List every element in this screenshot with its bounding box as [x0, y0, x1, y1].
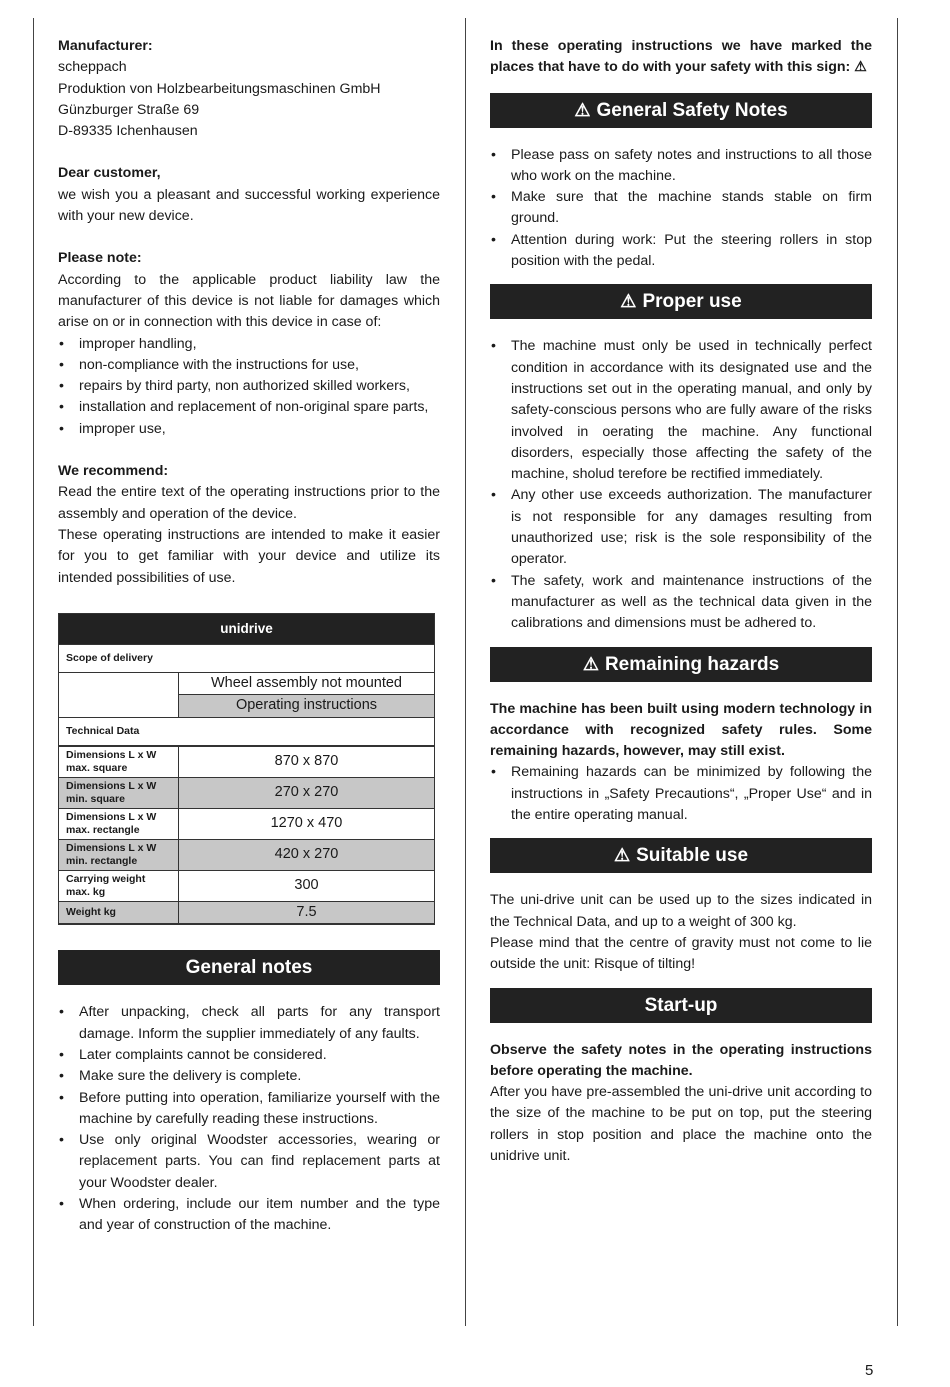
recommend-text: Read the entire text of the operating instructions prior to the assembly and operation of the device. [58, 484, 440, 522]
row-value: 300 [179, 871, 435, 902]
list-item: • The machine must only be used in technically perfect condition in accordance with its designated use and the instructions set out in the operating manual, and only by safety-conscious persons who are fully aware of the risks involved in oerating the machine. Any functional disorders, especially those affecting the safety of the machine, sholud terefore be rectified immediately. [490, 336, 872, 485]
manufacturer-heading: Manufacturer: [58, 38, 153, 54]
row-label: Dimensions L x W [66, 811, 157, 824]
hazards-list [490, 762, 872, 826]
recommend-heading: We recommend: [58, 463, 169, 480]
safety-list [490, 145, 872, 273]
row-sublabel: max. kg [66, 886, 106, 899]
manufacturer-line: Produktion von Holzbearbeitungsmaschinen GmbH [58, 80, 381, 97]
list-item: • Make sure that the machine stands stable on firm ground. [490, 187, 872, 230]
tech-label: Technical Data [59, 717, 435, 746]
suitable-text: Please mind that the centre of gravity must not come to lie outside the unit: Risque of tilting! [490, 934, 872, 973]
right-margin-rule [897, 18, 898, 1326]
startup-intro: Observe the safety notes in the operating instructions before operating the machine. [490, 1041, 872, 1079]
manufacturer-line: scheppach [58, 59, 127, 76]
list-item: • Please pass on safety notes and instructions to all those who work on the machine. [490, 145, 872, 188]
warning-icon: ⚠ [620, 291, 637, 312]
general-safety-heading [490, 93, 872, 128]
row-value: 1270 x 470 [179, 809, 435, 840]
start-up-heading: Start-up [490, 988, 872, 1023]
list-item: • Before putting into operation, familiarize yourself with the machine by carefully reading these instructions. [58, 1088, 440, 1131]
startup-text: After you have pre-assembled the uni-drive unit according to the size of the machine to be put on top, put the steering rollers in stop position and place the machine onto the unidrive unit. [490, 1084, 872, 1164]
hazards-intro: The machine has been built using modern technology in accordance with recognized safety rules. Some remaining hazards, however, may still exist. [490, 700, 872, 760]
warning-icon: ⚠ [574, 99, 591, 120]
heading-text: Proper use [642, 291, 742, 313]
manufacturer-line: D-89335 Ichenhausen [58, 123, 198, 140]
row-sublabel: max. rectangle [66, 824, 140, 837]
table-row [59, 902, 435, 925]
recommend-text: These operating instructions are intended to make it easier for you to get familiar with your device and utilize its intended possibilities of use. [58, 526, 440, 586]
list-item: • When ordering, include our item number and the type and year of construction of the machine. [58, 1194, 440, 1237]
heading-text: Remaining hazards [604, 653, 780, 675]
list-item: • Attention during work: Put the steering rollers in stop position with the pedal. [490, 230, 872, 273]
list-item: • After unpacking, check all parts for any transport damage. Inform the supplier immediately of any faults. [58, 1002, 440, 1045]
empty-cell [59, 673, 179, 718]
heading-text: General Safety Notes [596, 99, 788, 121]
note-text: According to the applicable product liability law the manufacturer of this device is not liable for damages which arise on or in connection with this device in case of: [58, 271, 440, 331]
specification-table [58, 613, 435, 925]
row-label: Weight kg [66, 906, 116, 919]
table-row [59, 778, 435, 809]
suitable-use-heading [490, 838, 872, 873]
warning-icon: ⚠ [613, 845, 631, 866]
row-sublabel: min. square [66, 793, 125, 806]
row-label: Dimensions L x W [66, 749, 157, 762]
table-row [59, 809, 435, 840]
center-column-rule [465, 18, 466, 1326]
row-value: 270 x 270 [179, 778, 435, 809]
suitable-text: The uni-drive unit can be used up to the sizes indicated in the Technical Data, and up to a weight of 300 kg. [490, 892, 872, 930]
general-notes-list [58, 1002, 440, 1236]
page-number: 5 [865, 1362, 874, 1379]
table-row [59, 840, 435, 871]
list-item: • Use only original Woodster accessories, wearing or replacement parts. You can find replacement parts at your Woodster dealer. [58, 1130, 440, 1194]
scope-label: Scope of delivery [59, 644, 435, 672]
warning-icon: ⚠ [854, 59, 867, 76]
safety-intro: In these operating instructions we have marked the places that have to do with your safety with this sign: [490, 38, 872, 76]
scope-item: Wheel assembly not mounted [179, 673, 435, 695]
row-value: 870 x 870 [179, 746, 435, 778]
list-item: • installation and replacement of non-original spare parts, [58, 397, 440, 418]
scope-item: Operating instructions [179, 695, 435, 717]
list-item: • Later complaints cannot be considered. [58, 1045, 440, 1066]
row-sublabel: min. rectangle [66, 855, 138, 868]
customer-text: we wish you a pleasant and successful working experience with your new device. [58, 186, 440, 225]
list-item: • The safety, work and maintenance instructions of the manufacturer as well as the technical data given in the calibrations and dimensions must be adhered to. [490, 571, 872, 635]
manufacturer-line: Günzburger Straße 69 [58, 101, 200, 118]
customer-heading: Dear customer, [58, 165, 161, 182]
left-column [58, 36, 440, 1237]
proper-use-list [490, 336, 872, 634]
table-row [59, 746, 435, 778]
right-column [490, 36, 872, 1167]
list-item: • repairs by third party, non authorized skilled workers, [58, 376, 440, 397]
row-value: 7.5 [179, 902, 435, 925]
table-title: unidrive [59, 613, 435, 644]
row-sublabel: max. square [66, 762, 128, 775]
left-margin-rule [33, 18, 34, 1326]
row-label: Dimensions L x W [66, 842, 157, 855]
note-heading: Please note: [58, 250, 142, 267]
warning-icon: ⚠ [582, 653, 599, 674]
list-item: • non-compliance with the instructions for use, [58, 355, 440, 376]
liability-list [58, 334, 440, 440]
row-label: Dimensions L x W [66, 780, 157, 793]
row-label: Carrying weight [66, 873, 146, 886]
proper-use-heading [490, 284, 872, 319]
list-item: • Make sure the delivery is complete. [58, 1066, 440, 1087]
general-notes-heading: General notes [58, 950, 440, 985]
remaining-hazards-heading [490, 647, 872, 682]
list-item: • improper handling, [58, 334, 440, 355]
list-item: • Remaining hazards can be minimized by following the instructions in „Safety Precautions“, „Proper Use“ and in the entire operating manual. [490, 762, 872, 826]
list-item: • Any other use exceeds authorization. The manufacturer is not responsible for any damages resulting from unauthorized use; risk is the sole responsibility of the operator. [490, 485, 872, 570]
heading-text: Suitable use [636, 845, 749, 867]
row-value: 420 x 270 [179, 840, 435, 871]
table-row [59, 871, 435, 902]
list-item: • improper use, [58, 419, 440, 440]
